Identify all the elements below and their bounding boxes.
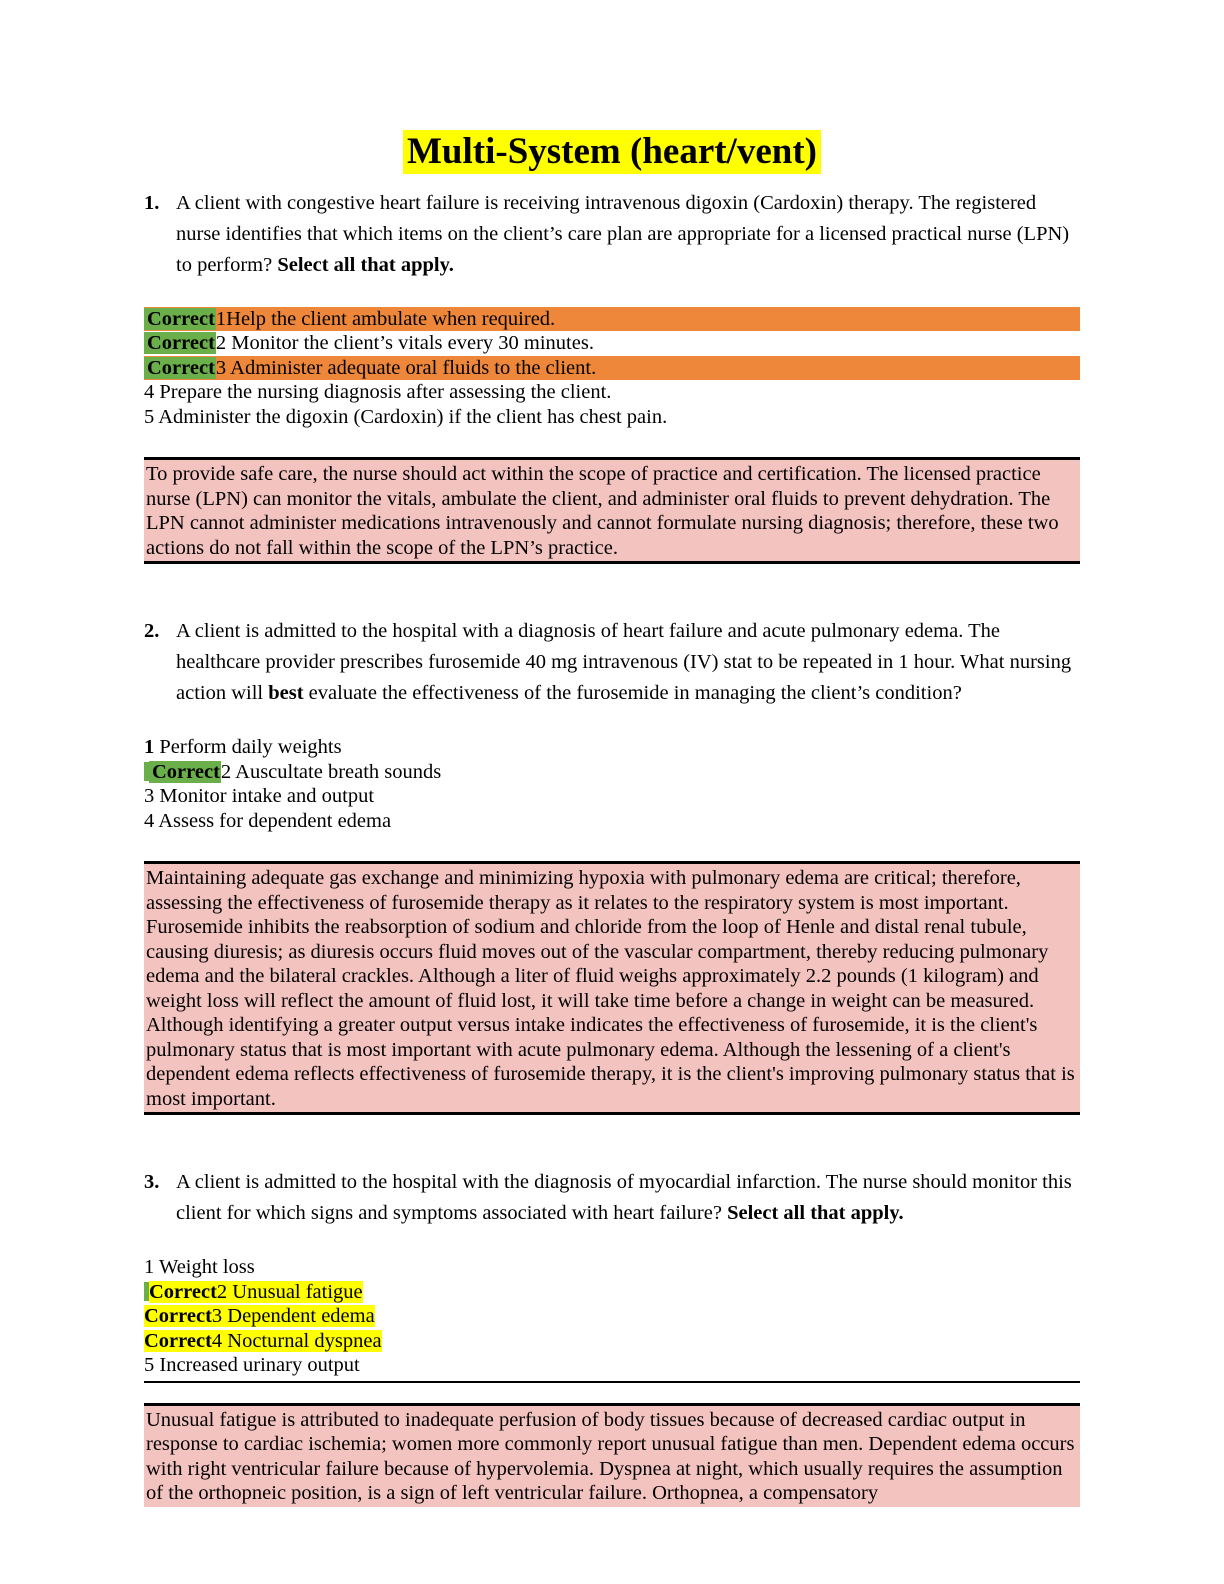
option-text: Nocturnal dyspnea xyxy=(222,1329,382,1352)
question-3 xyxy=(144,1167,1080,1229)
option-text: Prepare the nursing diagnosis after assessing the client. xyxy=(154,381,612,404)
page-title xyxy=(144,0,1080,174)
question-3-stem-emphasis: Select all that apply. xyxy=(727,1202,904,1225)
option-number: 1 xyxy=(144,736,155,759)
option-text: Administer the digoxin (Cardoxin) if the client has chest pain. xyxy=(154,405,668,428)
spacer xyxy=(144,833,1080,861)
question-3-stem-text: A client is admitted to the hospital with the diagnosis of myocardial infarction. The nurse should monitor this client for which signs and symptoms associated with heart failure? xyxy=(176,1171,1072,1225)
question-1-options xyxy=(144,307,1080,430)
question-3-explanation: Unusual fatigue is attributed to inadequate perfusion of body tissues because of decreased cardiac output in response to cardiac ischemia; women more commonly report unusual fatigue than men. Dependent edema occurs with right ventricular failure because of hypervolemia. Dyspnea at night, which usually requires the assumption of the orthopneic position, is a sign of left ventricular failure. Orthopnea, a compensatory xyxy=(144,1403,1080,1507)
question-2-stem xyxy=(176,616,1080,709)
question-2-stem-emphasis: best xyxy=(268,682,304,705)
page-title-text: Multi-System (heart/vent) xyxy=(403,130,821,174)
correct-badge: Correct xyxy=(144,357,216,379)
option-row[interactable] xyxy=(144,1280,1080,1305)
question-1-stem xyxy=(176,188,1080,281)
option-number: 2 xyxy=(215,332,227,355)
spacer xyxy=(144,429,1080,457)
question-2 xyxy=(144,616,1080,709)
option-text: Monitor intake and output xyxy=(154,785,375,808)
option-row[interactable] xyxy=(144,760,1080,785)
spacer xyxy=(144,1115,1080,1153)
spacer xyxy=(144,564,1080,602)
question-1-stem-emphasis: Select all that apply. xyxy=(277,253,454,276)
spacer xyxy=(144,1383,1080,1403)
option-number: 2 xyxy=(216,1280,228,1303)
question-2-explanation: Maintaining adequate gas exchange and minimizing hypoxia with pulmonary edema are critical; therefore, assessing the effectiveness of furosemide therapy as it relates to the respiratory system is most important. Furosemide inhibits the reabsorption of sodium and chloride from the loop of Henle and distal renal tubule, causing diuresis; as diuresis occurs fluid moves out of the vascular compartment, thereby reducing pulmonary edema and the bilateral crackles. Although a liter of fluid weighs approximately 2.2 pounds (1 kilogram) and weight loss will reflect the amount of fluid lost, it will take time before a change in weight can be measured. Although identifying a greater output versus intake indicates the effectiveness of furosemide, it is the client's pulmonary status that is most important with acute pulmonary edema. Although the lessening of a client's dependent edema reflects effectiveness of furosemide therapy, it is the client's improving pulmonary status that is most important. xyxy=(144,861,1080,1115)
option-row[interactable] xyxy=(144,331,1080,356)
option-number: 4 xyxy=(211,1329,223,1352)
option-number: 3 xyxy=(144,785,155,808)
option-row[interactable] xyxy=(144,405,1080,430)
question-2-options xyxy=(144,735,1080,833)
question-2-stem-text: A client is admitted to the hospital with a diagnosis of heart failure and acute pulmonary edema. The healthcare provider prescribes furosemide 40 mg intravenous (IV) stat to be repeated in 1 hour. What nursing action will xyxy=(176,620,1072,705)
option-row[interactable] xyxy=(144,1353,1080,1378)
correct-badge: Correct xyxy=(149,1280,217,1303)
question-1-stem-text: A client with congestive heart failure is receiving intravenous digoxin (Cardoxin) therapy. The registered nurse identifies that which items on the client’s care plan are appropriate for a licensed practical nurse (LPN) to perform? xyxy=(176,191,1070,276)
question-2-number: 2. xyxy=(144,620,160,643)
option-number: 1 xyxy=(215,307,227,330)
option-text: Monitor the client’s vitals every 30 minutes. xyxy=(226,332,594,355)
option-text: Assess for dependent edema xyxy=(154,809,392,832)
option-row[interactable] xyxy=(144,1255,1080,1280)
option-number: 1 xyxy=(144,1256,155,1279)
option-number: 4 xyxy=(144,381,155,404)
option-row[interactable] xyxy=(144,809,1080,834)
option-text: Weight loss xyxy=(154,1256,255,1279)
correct-badge: Correct xyxy=(144,1329,212,1352)
question-2-stem-text-2: evaluate the effectiveness of the furosemide in managing the client’s condition? xyxy=(303,682,962,705)
correct-badge: Correct xyxy=(144,332,216,354)
option-text: Help the client ambulate when required. xyxy=(226,307,556,330)
option-row[interactable] xyxy=(144,784,1080,809)
option-text: Administer adequate oral fluids to the client. xyxy=(226,356,597,379)
correct-badge: Correct xyxy=(149,761,221,783)
option-number: 3 xyxy=(215,356,227,379)
correct-badge: Correct xyxy=(144,1305,212,1328)
option-row[interactable] xyxy=(144,1304,1080,1329)
question-3-stem xyxy=(176,1167,1080,1229)
option-row[interactable] xyxy=(144,356,1080,381)
option-row[interactable] xyxy=(144,380,1080,405)
option-row[interactable] xyxy=(144,735,1080,760)
option-text: Unusual fatigue xyxy=(227,1280,363,1303)
option-row[interactable] xyxy=(144,1329,1080,1354)
option-text: Perform daily weights xyxy=(154,736,342,759)
question-1-explanation: To provide safe care, the nurse should act within the scope of practice and certification. The licensed practice nurse (LPN) can monitor the vitals, ambulate the client, and administer oral fluids to prevent dehydration. The LPN cannot administer medications intravenously and cannot formulate nursing diagnosis; therefore, these two actions do not fall within the scope of the LPN’s practice. xyxy=(144,457,1080,564)
question-3-number: 3. xyxy=(144,1171,160,1194)
option-number: 5 xyxy=(144,1354,155,1377)
option-row[interactable] xyxy=(144,307,1080,332)
question-1-number: 1. xyxy=(144,191,160,214)
correct-badge: Correct xyxy=(144,308,216,330)
option-text: Increased urinary output xyxy=(154,1354,360,1377)
question-1 xyxy=(144,188,1080,281)
question-3-options xyxy=(144,1255,1080,1383)
option-text: Dependent edema xyxy=(222,1305,375,1328)
option-text: Auscultate breath sounds xyxy=(231,760,442,783)
option-number: 5 xyxy=(144,405,155,428)
option-number: 3 xyxy=(211,1305,223,1328)
option-number: 2 xyxy=(220,760,232,783)
option-number: 4 xyxy=(144,809,155,832)
